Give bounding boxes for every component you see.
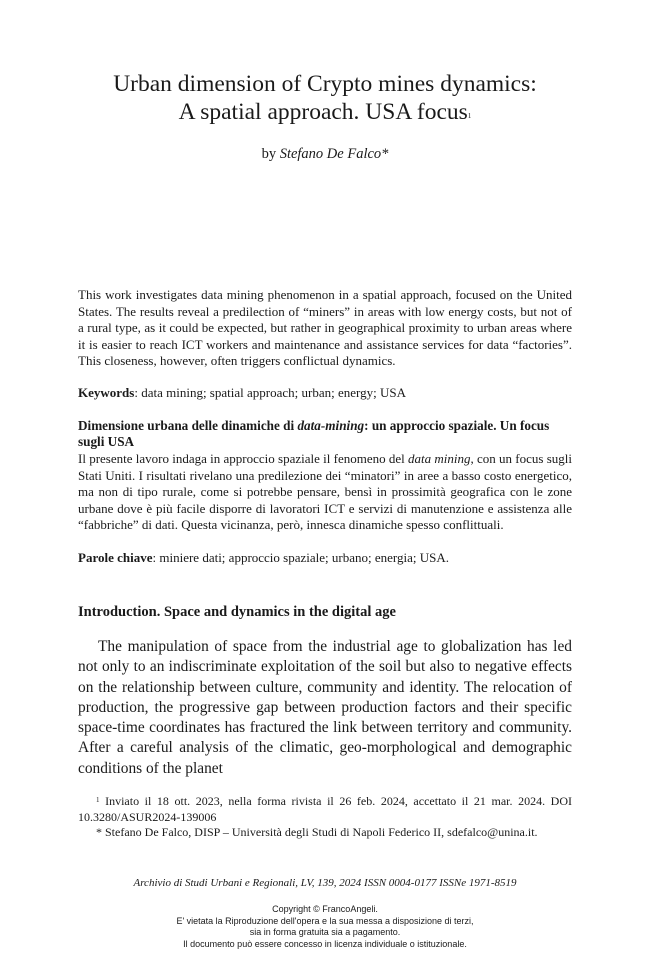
copyright-notice xyxy=(60,904,590,950)
copyright-line-2: E' vietata la Riproduzione dell'opera e la sua messa a disposizione di terzi, xyxy=(176,915,474,926)
footnote-2: * Stefano De Falco, DISP – Università degli Studi di Napoli Federico II, sdefalco@unina.it. xyxy=(96,825,538,839)
title-line-2-text: A spatial approach. USA focus xyxy=(178,99,468,125)
title-line-1: Urban dimension of Crypto mines dynamics: xyxy=(113,71,537,97)
italian-title-part1: Dimensione urbana delle dinamiche di xyxy=(78,418,298,433)
author-byline xyxy=(60,146,590,163)
footnote-1-text: Inviato il 18 ott. 2023, nella forma rivista il 26 feb. 2024, accettato il 21 mar. 2024. DOI 10.3280/ASUR2024-139006 xyxy=(78,794,572,824)
title-line-2 xyxy=(60,98,590,126)
abstract-italian-part1: Il presente lavoro indaga in approccio spaziale il fenomeno del xyxy=(78,451,408,466)
parole-chiave-label: Parole chiave xyxy=(78,550,153,565)
copyright-line-3: sia in forma gratuita sia a pagamento. xyxy=(249,927,401,938)
abstract-italian-part2: , con un focus sugli Stati Uniti. I risultati rivelano una predilezione dei “minatori” in aree a basso costo energetico, ma non di tipo rurale, come si potrebbe pensare, bensì in prossimità geografica con le zone urbane dove è più facile disporre di lavoratori ICT e servizi di manutenzione e assistenza alle “fabbriche” di dati. Questa vicinanza, però, innesca dinamiche spesso conflittuali. xyxy=(78,451,572,532)
keywords-italian xyxy=(78,550,572,567)
footnotes xyxy=(78,794,572,841)
italian-title xyxy=(78,418,572,450)
abstract-italian-italic: data mining xyxy=(408,451,471,466)
keywords-label: Keywords xyxy=(78,385,135,400)
byline-prefix: by xyxy=(261,146,277,162)
keywords-english xyxy=(78,385,572,402)
italian-title-part2: : un approccio spaziale. Un focus sugli USA xyxy=(78,418,550,449)
journal-citation: Archivio di Studi Urbani e Regionali, LV, 139, 2024 ISSN 0004-0177 ISSNe 1971-8519 xyxy=(133,877,517,889)
copyright-line-4: Il documento può essere concesso in licenza individuale o istituzionale. xyxy=(183,938,467,949)
keywords-list: : data mining; spatial approach; urban; energy; USA xyxy=(134,385,406,400)
copyright-line-1: Copyright © FrancoAngeli. xyxy=(272,904,378,914)
italian-title-italic: data-mining xyxy=(297,418,365,433)
body-paragraph: The manipulation of space from the industrial age to globalization has led not only to an indiscriminate exploitation of the soil but also to negative effects on the relationship between culture, community and identity. The relocation of production, the progressive gap between production factors and their specific space-time coordinates has fractured the link between territory and community. After a careful analysis of the climatic, geo-morphological and demographic conditions of the planet xyxy=(78,638,572,777)
author-name: Stefano De Falco* xyxy=(279,146,389,162)
abstract-english: This work investigates data mining phenomenon in a spatial approach, focused on the United States. The results reveal a predilection of “miners” in areas with low energy costs, but not of a rural type, as it could be expected, but rather in geographical proximity to urban areas where it is easier to reach ICT workers and maintenance and assistance services for data “factories”. This closeness, however, often triggers conflictual dynamics. xyxy=(78,287,572,368)
footnote-1 xyxy=(78,794,572,825)
title-footnote-marker[interactable]: 1 xyxy=(467,112,472,120)
abstract-italian xyxy=(78,451,572,534)
footnote-1-marker: 1 xyxy=(96,796,100,804)
paper-title xyxy=(60,70,590,126)
section-heading: Introduction. Space and dynamics in the digital age xyxy=(78,604,396,620)
parole-chiave-list: : miniere dati; approccio spaziale; urbano; energia; USA. xyxy=(152,550,449,565)
